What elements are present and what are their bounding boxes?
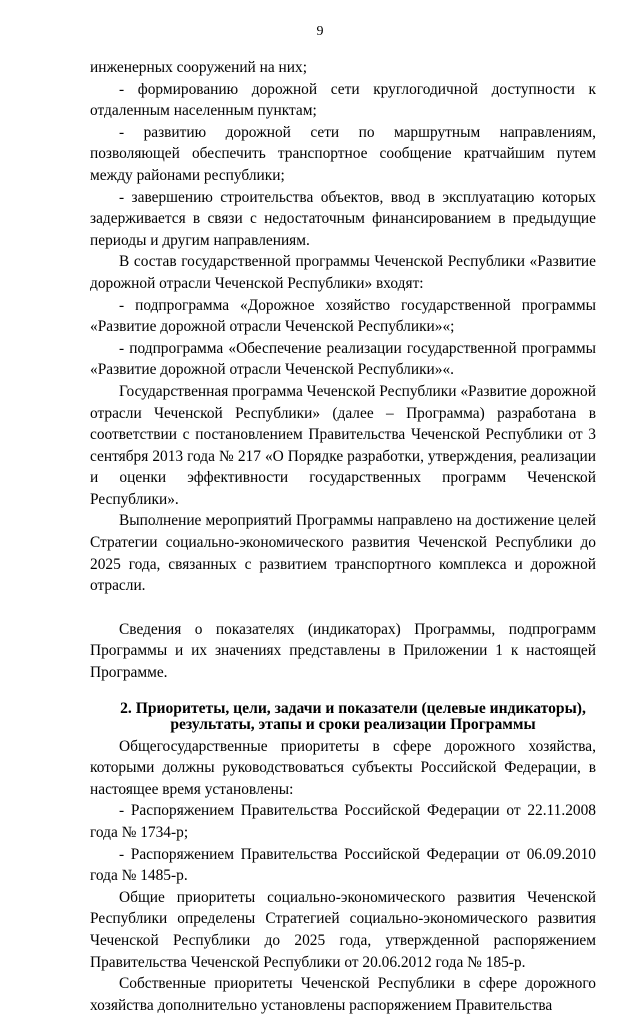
- paragraph-program-goals: Выполнение мероприятий Программы направлено на достижение целей Стратегии социально-экономического развития Чеченской Республики до 2025 года, связанных с развитием транспортного комплекса и дорожной отрасли.: [90, 512, 596, 595]
- list-item-route-directions: - развитию дорожной сети по маршрутным направлениям, позволяющей обеспечить транспортное сообщение кратчайшим путем между районами республики;: [90, 123, 596, 184]
- paragraph-program-composition: В состав государственной программы Чеченской Республики «Развитие дорожной отрасли Чеченской Республики» входят:: [90, 253, 596, 292]
- paragraph-general-priorities: Общие приоритеты социально-экономического развития Чеченской Республики определены Стратегией социально-экономического развития Чеченской Республики до 2025 года, утвержденной распоряжением Правительства Чеченской Республики от 20.06.2012 года № 185-р.: [90, 888, 596, 971]
- list-item-order-1734: - Распоряжением Правительства Российской Федерации от 22.11.2008 года № 1734-р;: [90, 802, 596, 841]
- document-body: [90, 57, 596, 1016]
- list-item-subprogram-implementation: - подпрограмма «Обеспечение реализации государственной программы «Развитие дорожной отрасли Чеченской Республики»«.: [90, 339, 596, 379]
- paragraph-program-basis: Государственная программа Чеченской Республики «Развитие дорожной отрасли Чеченской Республики» (далее – Программа) разработана в соответствии с постановлением Правительства Чеченской Республики от 3 сентября 2013 года № 217 «О Порядке разработки, утверждения, реализации и оценки эффективности государственных программ Чеченской Республики».: [90, 382, 596, 508]
- list-item-subprogram-road-economy: - подпрограмма «Дорожное хозяйство государственной программы «Развитие дорожной отрасли Чеченской Республики»«;: [90, 296, 596, 336]
- spacer: [90, 684, 596, 701]
- section-heading-line-2: результаты, этапы и сроки реализации Программы: [170, 716, 536, 734]
- spacer: [90, 597, 596, 619]
- list-item-road-network: - формированию дорожной сети круглогодичной доступности к отдаленным населенным пунктам;: [90, 80, 596, 120]
- paragraph-continuation: инженерных сооружений на них;: [90, 59, 308, 76]
- paragraph-national-priorities: Общегосударственные приоритеты в сфере дорожного хозяйства, которыми должны руководствоваться субъекты Российской Федерации, в настоящее время установлены:: [90, 737, 596, 798]
- section-heading-line-1: 2. Приоритеты, цели, задачи и показатели (целевые индикаторы),: [120, 699, 586, 717]
- paragraph-indicators-info: Сведения о показателях (индикаторах) Программы, подпрограмм Программы и их значениях представлены в Приложении 1 к настоящей Программе.: [90, 620, 596, 682]
- list-item-construction-completion: - завершению строительства объектов, ввод в эксплуатацию которых задерживается в связи с недостаточным финансированием в предыдущие периоды и другим направлениям.: [90, 188, 596, 249]
- list-item-order-1485: - Распоряжением Правительства Российской Федерации от 06.09.2010 года № 1485-р.: [90, 845, 596, 885]
- paragraph-own-priorities: Собственные приоритеты Чеченской Республики в сфере дорожного хозяйства дополнительно установлены распоряжением Правительства: [90, 975, 596, 1014]
- page-number: 9: [316, 24, 324, 39]
